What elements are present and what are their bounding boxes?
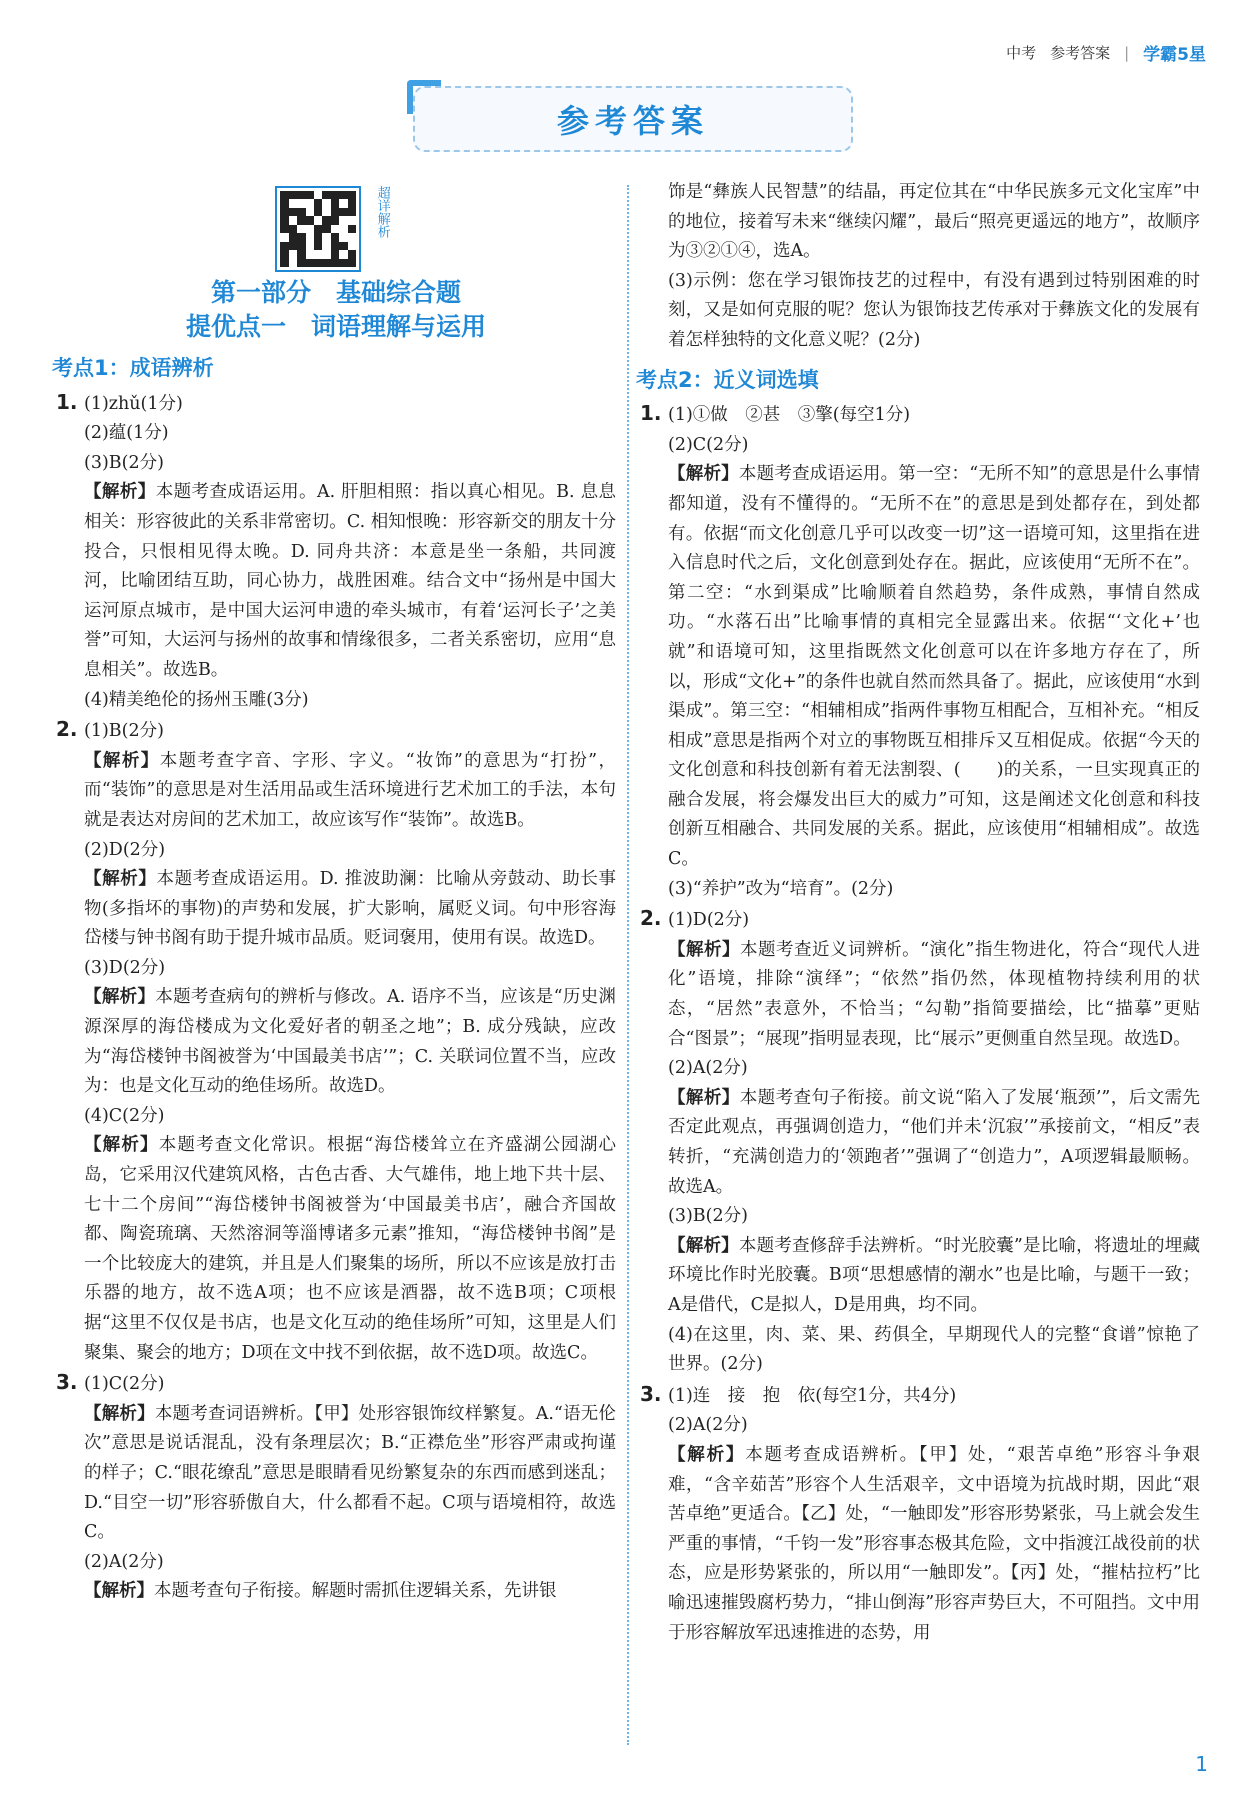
qr-module xyxy=(306,233,314,241)
qr-module xyxy=(289,208,297,216)
answer-text: (2)蕴(1分) xyxy=(84,423,169,444)
analysis-tag: 【解析】 xyxy=(84,1403,155,1424)
question-number: 3. xyxy=(640,1381,662,1406)
question-number: 1. xyxy=(56,389,78,414)
page-title: 参考答案 xyxy=(556,102,709,140)
analysis-tag: 【解析】 xyxy=(668,464,739,485)
qr-module xyxy=(306,225,314,233)
answer-text: 本题考查词语辨析。【甲】处形容银饰纹样繁复。A.“语无伦次”意思是说话混乱，没有条理层次；B.“正襟危坐”形容严肃或拘谨的样子；C.“眼花缭乱”意思是眼睛看见纷繁复杂的东西而感到迷乱；D.“目空一切”形容骄傲自大，什么都看不起。C项与语境相符，故选C。 xyxy=(84,1403,616,1543)
qr-module xyxy=(314,199,322,207)
answer-text: (3)B(2分) xyxy=(84,452,164,473)
answer-item xyxy=(640,1321,1200,1380)
qr-module xyxy=(280,191,288,199)
right-answer-list xyxy=(640,399,1200,1648)
qr-module xyxy=(322,191,330,199)
answer-item xyxy=(640,399,1200,431)
question-number: 3. xyxy=(56,1370,78,1395)
qr-module xyxy=(314,191,322,199)
answer-item xyxy=(56,865,616,954)
analysis-tag: 【解析】 xyxy=(84,1135,159,1156)
qr-module xyxy=(314,233,322,241)
right-answer-list-a xyxy=(640,267,1200,356)
answer-item xyxy=(640,1441,1200,1648)
answer-text: 本题考查修辞手法辨析。“时光胶囊”是比喻，将遗址的埋藏环境比作时光胶囊。B项“思想感情的潮水”也是比喻，与题干一致；A是借代，C是拟人，D是用典，均不同。 xyxy=(668,1235,1200,1315)
subpart-title: 提优点一 词语理解与运用 xyxy=(185,312,486,341)
qr-module xyxy=(339,225,347,233)
answer-item xyxy=(56,983,616,1101)
answer-text: 本题考查字音、字形、字义。“妆饰”的意思为“打扮”，而“装饰”的意思是对生活用品或生活环境进行艺术加工的手法，本句就是表达对房间的艺术加工，故应该写作“装饰”。故选B。 xyxy=(84,750,616,830)
qr-module xyxy=(322,225,330,233)
answer-item xyxy=(640,1411,1200,1441)
answer-item xyxy=(640,1202,1200,1232)
qr-module xyxy=(306,199,314,207)
column-divider xyxy=(627,185,629,1745)
qr-module xyxy=(314,216,322,224)
answer-text: 本题考查病句的辨析与修改。A. 语序不当，应该是“历史渊源深厚的海岱楼成为文化爱好者的朝圣之地”；B. 成分残缺，应改为“海岱楼钟书阁被誉为‘中国最美书店’”；C. 关联词位置不当，应改为：也是文化互动的绝佳场所。故选D。 xyxy=(84,987,616,1097)
qr-module xyxy=(331,199,339,207)
qr-label: 超详解析 xyxy=(374,186,390,238)
qr-module xyxy=(339,259,347,267)
qr-module xyxy=(280,250,288,258)
part-title: 第一部分 基础综合题 xyxy=(210,278,461,307)
answer-item xyxy=(56,1368,616,1400)
brand-logo: 学霸5星 xyxy=(1143,45,1206,65)
header-exam: 中考 xyxy=(1006,44,1037,62)
answer-text: (4)在这里，肉、菜、果、药俱全，早期现代人的完整“食谱”惊艳了世界。(2分) xyxy=(668,1324,1200,1375)
answer-item xyxy=(640,1054,1200,1084)
qr-module xyxy=(348,233,356,241)
answer-text: (2)D(2分) xyxy=(84,839,166,860)
qr-module xyxy=(297,259,305,267)
left-answer-list xyxy=(56,388,616,1607)
qr-block xyxy=(56,186,616,272)
analysis-tag: 【解析】 xyxy=(668,1444,746,1465)
analysis-tag: 【解析】 xyxy=(84,750,160,771)
qr-module xyxy=(322,216,330,224)
answer-item xyxy=(56,478,616,685)
analysis-tag: 【解析】 xyxy=(668,1087,740,1108)
qr-module xyxy=(280,259,288,267)
qr-module xyxy=(322,208,330,216)
qr-module xyxy=(314,225,322,233)
qr-module xyxy=(297,216,305,224)
qr-module xyxy=(306,250,314,258)
qr-module xyxy=(280,208,288,216)
qr-module xyxy=(348,225,356,233)
answer-text: (3)示例：您在学习银饰技艺的过程中，有没有遇到过特别困难的时刻，又是如何克服的呢？您认为银饰技艺传承对于彝族文化的发展有着怎样独特的文化意义呢？(2分) xyxy=(668,270,1200,350)
qr-module xyxy=(331,242,339,250)
qr-code-icon[interactable] xyxy=(275,186,361,272)
qr-module xyxy=(348,199,356,207)
qr-module xyxy=(339,199,347,207)
qr-module xyxy=(289,191,297,199)
page-title-box xyxy=(413,86,853,152)
answer-item xyxy=(56,1400,616,1548)
qr-module xyxy=(348,242,356,250)
answer-text: (1)zhǔ(1分) xyxy=(84,393,183,414)
qr-module xyxy=(289,259,297,267)
running-header xyxy=(1006,40,1206,65)
qr-module xyxy=(289,250,297,258)
qr-module xyxy=(331,233,339,241)
qr-module xyxy=(280,233,288,241)
qr-module xyxy=(348,216,356,224)
answer-item xyxy=(640,431,1200,461)
answer-text: (1)①做 ②甚 ③擎(每空1分) xyxy=(668,405,911,426)
qr-module xyxy=(314,242,322,250)
section-title-1: 考点1：成语辨析 xyxy=(52,356,214,380)
answer-text: (2)A(2分) xyxy=(668,1058,748,1079)
question-number: 2. xyxy=(640,906,662,931)
qr-module xyxy=(331,259,339,267)
qr-module xyxy=(331,191,339,199)
qr-module xyxy=(297,199,305,207)
qr-module xyxy=(322,199,330,207)
qr-module xyxy=(306,208,314,216)
left-column xyxy=(52,180,617,1607)
analysis-tag: 【解析】 xyxy=(84,869,157,890)
qr-module xyxy=(297,208,305,216)
qr-module xyxy=(289,242,297,250)
answer-text: (3)B(2分) xyxy=(668,1206,748,1227)
answer-item xyxy=(56,954,616,984)
title-corner-decoration xyxy=(407,80,441,114)
answer-item xyxy=(56,747,616,836)
page-number: 1 xyxy=(1195,1752,1208,1776)
section-title-2: 考点2：近义词选填 xyxy=(636,367,819,392)
answer-text: (3)“养护”改为“培育”。(2分) xyxy=(668,878,894,899)
answer-text: 本题考查成语运用。D. 推波助澜：比喻从旁鼓动、助长事物(多指坏的事物)的声势和发展，扩大影响，属贬义词。句中形容海岱楼与钟书阁有助于提升城市品质。贬词褒用，使用有误。故选D。 xyxy=(84,869,617,949)
qr-module xyxy=(331,208,339,216)
qr-module xyxy=(339,242,347,250)
answer-item xyxy=(640,904,1200,936)
analysis-tag: 【解析】 xyxy=(668,939,741,960)
answer-text: (2)C(2分) xyxy=(668,434,749,455)
answer-item xyxy=(640,875,1200,905)
qr-module xyxy=(348,208,356,216)
qr-module xyxy=(322,259,330,267)
answer-item xyxy=(640,1232,1200,1321)
answer-text: (1)D(2分) xyxy=(668,910,750,931)
qr-module xyxy=(339,208,347,216)
qr-module xyxy=(280,225,288,233)
analysis-tag: 【解析】 xyxy=(668,1235,739,1256)
answer-text: 本题考查句子衔接。解题时需抓住逻辑关系，先讲银 xyxy=(154,1581,557,1602)
answer-item xyxy=(640,936,1200,1054)
qr-module xyxy=(306,216,314,224)
answer-text: 本题考查成语辨析。【甲】处，“艰苦卓绝”形容斗争艰难，“含辛茹苦”形容个人生活艰辛，文中语境为抗战时期，因此“艰苦卓绝”更适合。【乙】处，“一触即发”形容形势紧张，马上就会发生严重的事情，“千钧一发”形容事态极其危险，文中指渡江战役前的状态，应是形势紧张的，所以用“一触即发”。【丙】处，“摧枯拉朽”比喻迅速摧毁腐朽势力，“排山倒海”形容声势巨大，不可阻挡。文中用于形容解放军迅速推进的态势，用 xyxy=(668,1444,1200,1643)
answer-item xyxy=(56,388,616,420)
answer-text: (1)B(2分) xyxy=(84,721,164,742)
qr-module xyxy=(297,191,305,199)
qr-module xyxy=(314,259,322,267)
answer-item xyxy=(56,1131,616,1368)
qr-module xyxy=(348,259,356,267)
qr-module xyxy=(280,216,288,224)
question-number: 2. xyxy=(56,717,78,742)
qr-module xyxy=(306,259,314,267)
qr-module xyxy=(297,242,305,250)
answer-item xyxy=(640,267,1200,356)
qr-module xyxy=(322,233,330,241)
qr-module xyxy=(280,199,288,207)
qr-module xyxy=(289,225,297,233)
answer-text: 本题考查成语运用。A. 肝胆相照：指以真心相见。B. 息息相关：形容彼此的关系非常密切。C. 相知恨晚：形容新交的朋友十分投合，只恨相见得太晚。D. 同舟共济：本意是坐一条船，共同渡河，比喻团结互助，同心协力，战胜困难。结合文中“扬州是中国大运河原点城市，是中国大运河申遗的牵头城市，有着‘运河长子’之美誉”可知，大运河与扬州的故事和情缘很多，二者关系密切，应用“息息相关”。故选B。 xyxy=(84,482,617,680)
answer-item xyxy=(56,449,616,479)
qr-module xyxy=(289,216,297,224)
qr-module xyxy=(339,216,347,224)
answer-item xyxy=(640,1380,1200,1412)
header-section: 参考答案 xyxy=(1050,44,1111,62)
answer-text: (1)连 接 抱 依(每空1分，共4分) xyxy=(668,1385,957,1406)
qr-module xyxy=(289,233,297,241)
qr-module xyxy=(339,191,347,199)
answer-item xyxy=(640,460,1200,874)
qr-module xyxy=(339,233,347,241)
qr-module xyxy=(331,250,339,258)
answer-item xyxy=(640,1084,1200,1202)
qr-module xyxy=(339,250,347,258)
analysis-tag: 【解析】 xyxy=(84,1581,154,1602)
answer-text: 本题考查文化常识。根据“海岱楼耸立在齐盛湖公园湖心岛，它采用汉代建筑风格，古色古香、大气雄伟，地上地下共十层、七十二个房间”“海岱楼钟书阁被誉为‘中国最美书店’，融合齐国故都、陶瓷琉璃、天然溶洞等淄博诸多元素”推知，“海岱楼钟书阁”是一个比较庞大的建筑，并且是人们聚集的场所，所以不应该是放打击乐器的地方，故不选A项；也不应该是酒器，故不选B项；C项根据“这里不仅仅是书店，也是文化互动的绝佳场所”可知，这里是人们聚集、聚会的地方；D项在文中找不到依据，故不选D项。故选C。 xyxy=(84,1135,617,1363)
qr-module xyxy=(306,242,314,250)
answer-text: 本题考查句子衔接。前文说“陷入了发展‘瓶颈’”，后文需先否定此观点，再强调创造力，“他们并未‘沉寂’”承接前文，“相反”表转折，“充满创造力的‘领跑者’”强调了“创造力”，A项逻辑最顺畅。故选A。 xyxy=(668,1087,1200,1197)
qr-module xyxy=(297,225,305,233)
answer-text: (3)D(2分) xyxy=(84,957,166,978)
answer-continued: 饰是“彝族人民智慧”的结晶，再定位其在“中华民族多元文化宝库”中的地位，接着写未来“继续闪耀”，最后“照亮更遥远的地方”，故顺序为③②①④，选A。 xyxy=(668,182,1200,262)
qr-module xyxy=(348,250,356,258)
answer-text: (4)C(2分) xyxy=(84,1105,165,1126)
qr-module xyxy=(314,250,322,258)
answer-item xyxy=(56,1102,616,1132)
answer-item xyxy=(56,419,616,449)
qr-module xyxy=(331,225,339,233)
answer-item xyxy=(56,1548,616,1578)
qr-module xyxy=(322,242,330,250)
answer-item xyxy=(56,715,616,747)
right-column xyxy=(636,178,1201,1648)
qr-module xyxy=(348,191,356,199)
answer-item xyxy=(56,1577,616,1607)
answer-text: (2)A(2分) xyxy=(668,1415,748,1436)
qr-module xyxy=(331,216,339,224)
analysis-tag: 【解析】 xyxy=(84,482,156,503)
answer-text: (4)精美绝伦的扬州玉雕(3分) xyxy=(84,689,309,710)
qr-module xyxy=(297,233,305,241)
qr-module xyxy=(314,208,322,216)
qr-module xyxy=(306,191,314,199)
answer-text: (2)A(2分) xyxy=(84,1551,164,1572)
qr-module xyxy=(297,250,305,258)
answer-text: (1)C(2分) xyxy=(84,1374,165,1395)
answer-item xyxy=(56,836,616,866)
header-separator: | xyxy=(1124,43,1130,62)
question-number: 1. xyxy=(640,401,662,426)
answer-text: 本题考查近义词辨析。“演化”指生物进化，符合“现代人进化”语境，排除“演绎”；“依然”指仍然，体现植物持续利用的状态，“居然”表意外，不恰当；“勾勒”指简要描绘，比“描摹”更贴合“图景”；“展现”指明显表现，比“展示”更侧重自然呈现。故选D。 xyxy=(668,939,1201,1049)
answer-item xyxy=(56,686,616,716)
qr-module xyxy=(280,242,288,250)
analysis-tag: 【解析】 xyxy=(84,987,156,1008)
answer-text: 本题考查成语运用。第一空：“无所不知”的意思是什么事情都知道，没有不懂得的。“无所不在”的意思是到处都存在，到处都有。依据“而文化创意几乎可以改变一切”这一语境可知，这里指在进入信息时代之后，文化创意到处存在。据此，应该使用“无所不在”。第二空：“水到渠成”比喻顺着自然趋势，条件成熟，事情自然成功。“水落石出”比喻事情的真相完全显露出来。依据“‘文化+’也就”和语境可知，这里指既然文化创意可以在许多地方存在了，所以，形成“文化+”的条件也就自然而然具备了。据此，应该使用“水到渠成”。第三空：“相辅相成”指两件事物互相配合，互相补充。“相反相成”意思是指两个对立的事物既互相排斥又互相促成。依据“今天的文化创意和科技创新有着无法割裂、( )的关系，一旦实现真正的融合发展，将会爆发出巨大的威力”可知，这是阐述文化创意和科技创新互相融合、共同发展的关系。据此，应该使用“相辅相成”。故选C。 xyxy=(668,464,1200,870)
qr-module xyxy=(322,250,330,258)
qr-module xyxy=(289,199,297,207)
